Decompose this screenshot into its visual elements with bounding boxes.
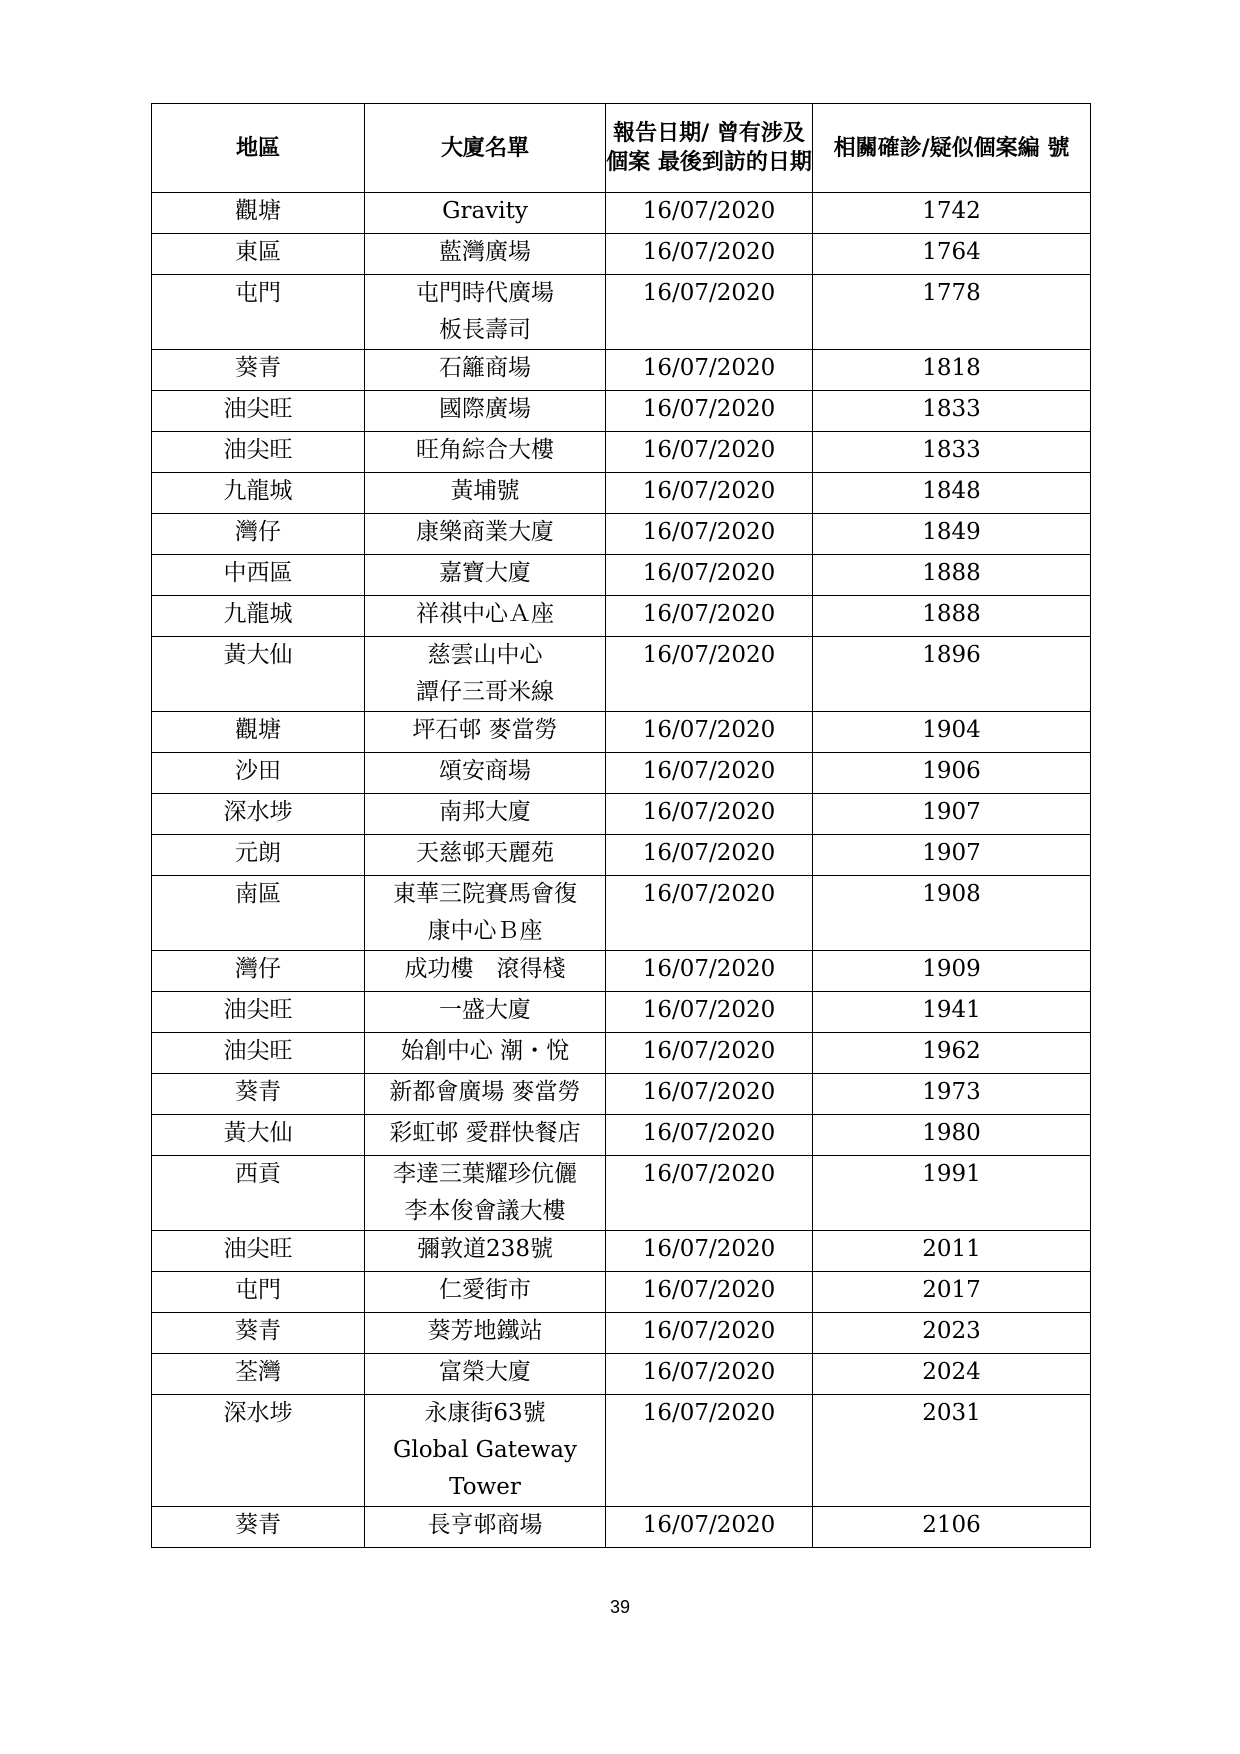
- cell-building: [365, 350, 606, 391]
- cell-date: 16/07/2020: [606, 391, 813, 432]
- table-row: [152, 753, 1091, 794]
- building-name-line: 祥祺中心Ａ座: [416, 601, 554, 627]
- cell-date: 16/07/2020: [606, 951, 813, 992]
- cell-date: 16/07/2020: [606, 1231, 813, 1272]
- table-row: [152, 992, 1091, 1033]
- cell-date: 16/07/2020: [606, 1507, 813, 1548]
- cell-area: 東區: [152, 234, 365, 275]
- table-row: [152, 835, 1091, 876]
- cell-date: 16/07/2020: [606, 1272, 813, 1313]
- cell-area: 灣仔: [152, 951, 365, 992]
- table-row: [152, 1272, 1091, 1313]
- building-name-line: Global Gateway: [392, 1437, 577, 1463]
- cell-case-number: 1973: [813, 1074, 1091, 1115]
- cell-case-number: 1907: [813, 794, 1091, 835]
- cell-building: [365, 794, 606, 835]
- cell-area: 葵青: [152, 1074, 365, 1115]
- cell-date: 16/07/2020: [606, 835, 813, 876]
- table-row: [152, 1231, 1091, 1272]
- cell-date: 16/07/2020: [606, 637, 813, 712]
- building-name-line: 彩虹邨 愛群快餐店: [389, 1120, 581, 1146]
- building-name-line: 一盛大廈: [439, 997, 531, 1023]
- building-name-line: 黃埔號: [450, 478, 520, 504]
- building-name-line: 石籬商場: [439, 355, 531, 381]
- cell-case-number: 1896: [813, 637, 1091, 712]
- cell-building: [365, 951, 606, 992]
- cell-area: 荃灣: [152, 1354, 365, 1395]
- cell-case-number: 1778: [813, 275, 1091, 350]
- cell-building: [365, 637, 606, 712]
- cell-building: [365, 473, 606, 514]
- cell-case-number: 1941: [813, 992, 1091, 1033]
- cell-date: 16/07/2020: [606, 432, 813, 473]
- building-name-line: 康中心Ｂ座: [427, 918, 543, 944]
- cell-area: 黃大仙: [152, 1115, 365, 1156]
- page-number: 39: [609, 1597, 631, 1617]
- cell-date: 16/07/2020: [606, 275, 813, 350]
- cell-date: 16/07/2020: [606, 596, 813, 637]
- cell-date: 16/07/2020: [606, 1115, 813, 1156]
- building-name-line: 天慈邨天麗苑: [416, 840, 554, 866]
- table-row: [152, 555, 1091, 596]
- cell-building: [365, 835, 606, 876]
- cell-case-number: 1962: [813, 1033, 1091, 1074]
- cell-case-number: 2024: [813, 1354, 1091, 1395]
- cell-building: [365, 193, 606, 234]
- cell-area: 油尖旺: [152, 432, 365, 473]
- cell-building: [365, 1354, 606, 1395]
- building-name-line: 慈雲山中心: [427, 642, 543, 668]
- building-name-line: 新都會廣場 麥當勞: [389, 1079, 581, 1105]
- cell-building: [365, 275, 606, 350]
- cell-date: 16/07/2020: [606, 514, 813, 555]
- building-name-line: 板長壽司: [439, 317, 531, 343]
- cell-area: 元朗: [152, 835, 365, 876]
- table-row: [152, 1033, 1091, 1074]
- building-name-line: 坪石邨 麥當勞: [412, 717, 558, 743]
- table-row: [152, 193, 1091, 234]
- cell-case-number: 1907: [813, 835, 1091, 876]
- cell-area: 深水埗: [152, 1395, 365, 1507]
- table-row: [152, 637, 1091, 712]
- cell-case-number: 1980: [813, 1115, 1091, 1156]
- cell-date: 16/07/2020: [606, 1033, 813, 1074]
- cell-area: 油尖旺: [152, 391, 365, 432]
- table-header-row: [152, 104, 1091, 193]
- cell-case-number: 1991: [813, 1156, 1091, 1231]
- cell-area: 觀塘: [152, 712, 365, 753]
- header-building: 大廈名單: [365, 104, 606, 193]
- building-name-line: 李本俊會議大樓: [404, 1198, 566, 1224]
- cell-date: 16/07/2020: [606, 1354, 813, 1395]
- cell-building: [365, 1074, 606, 1115]
- cell-building: [365, 432, 606, 473]
- cell-date: 16/07/2020: [606, 1074, 813, 1115]
- cell-date: 16/07/2020: [606, 992, 813, 1033]
- building-name-line: 彌敦道238號: [417, 1236, 553, 1262]
- building-name-line: 譚仔三哥米線: [416, 679, 554, 705]
- header-date: 報告日期/ 曾有涉及個案 最後到訪的日期: [606, 104, 813, 193]
- cell-area: 油尖旺: [152, 1231, 365, 1272]
- building-name-line: 長亨邨商場: [427, 1512, 543, 1538]
- building-name-line: 富榮大廈: [439, 1359, 531, 1385]
- building-name-line: Gravity: [442, 198, 528, 224]
- cell-area: 西貢: [152, 1156, 365, 1231]
- cell-area: 葵青: [152, 1507, 365, 1548]
- cell-case-number: 1833: [813, 432, 1091, 473]
- cell-case-number: 1764: [813, 234, 1091, 275]
- cell-date: 16/07/2020: [606, 1313, 813, 1354]
- table-row: [152, 391, 1091, 432]
- cell-building: [365, 514, 606, 555]
- cell-area: 觀塘: [152, 193, 365, 234]
- cell-area: 沙田: [152, 753, 365, 794]
- building-name-line: 成功樓 滾得棧: [404, 956, 566, 982]
- cell-area: 九龍城: [152, 596, 365, 637]
- cell-building: [365, 753, 606, 794]
- table-row: [152, 1156, 1091, 1231]
- cell-case-number: 1742: [813, 193, 1091, 234]
- table-row: [152, 234, 1091, 275]
- building-list-table: [151, 103, 1091, 1548]
- cell-date: 16/07/2020: [606, 1156, 813, 1231]
- cell-date: 16/07/2020: [606, 473, 813, 514]
- table-row: [152, 1507, 1091, 1548]
- cell-area: 南區: [152, 876, 365, 951]
- cell-building: [365, 1231, 606, 1272]
- cell-area: 深水埗: [152, 794, 365, 835]
- building-name-line: 頌安商場: [439, 758, 531, 784]
- cell-date: 16/07/2020: [606, 876, 813, 951]
- cell-building: [365, 1156, 606, 1231]
- cell-date: 16/07/2020: [606, 794, 813, 835]
- building-name-line: 永康街63號: [424, 1400, 546, 1426]
- cell-building: [365, 992, 606, 1033]
- table-row: [152, 1354, 1091, 1395]
- table-row: [152, 794, 1091, 835]
- cell-case-number: 1908: [813, 876, 1091, 951]
- table-row: [152, 1313, 1091, 1354]
- cell-building: [365, 1395, 606, 1507]
- building-name-line: 南邦大廈: [439, 799, 531, 825]
- cell-case-number: 1909: [813, 951, 1091, 992]
- building-name-line: 旺角綜合大樓: [416, 437, 554, 463]
- table-row: [152, 876, 1091, 951]
- table-row: [152, 1115, 1091, 1156]
- cell-date: 16/07/2020: [606, 753, 813, 794]
- cell-building: [365, 555, 606, 596]
- cell-case-number: 2031: [813, 1395, 1091, 1507]
- cell-case-number: 2106: [813, 1507, 1091, 1548]
- table-row: [152, 473, 1091, 514]
- cell-case-number: 1906: [813, 753, 1091, 794]
- table-row: [152, 350, 1091, 391]
- cell-case-number: 1833: [813, 391, 1091, 432]
- building-name-line: 嘉寶大廈: [439, 560, 531, 586]
- cell-date: 16/07/2020: [606, 193, 813, 234]
- cell-case-number: 2017: [813, 1272, 1091, 1313]
- cell-case-number: 2011: [813, 1231, 1091, 1272]
- cell-area: 屯門: [152, 275, 365, 350]
- building-name-line: 東華三院賽馬會復: [393, 881, 577, 907]
- cell-building: [365, 1033, 606, 1074]
- table-row: [152, 1074, 1091, 1115]
- cell-building: [365, 596, 606, 637]
- cell-building: [365, 1115, 606, 1156]
- table-row: [152, 596, 1091, 637]
- building-name-line: 屯門時代廣場: [416, 280, 554, 306]
- cell-building: [365, 234, 606, 275]
- cell-case-number: 2023: [813, 1313, 1091, 1354]
- cell-case-number: 1818: [813, 350, 1091, 391]
- table-row: [152, 514, 1091, 555]
- table-body: [152, 193, 1091, 1548]
- cell-area: 油尖旺: [152, 992, 365, 1033]
- table-row: [152, 1395, 1091, 1507]
- table-row: [152, 712, 1091, 753]
- cell-date: 16/07/2020: [606, 234, 813, 275]
- building-name-line: 康樂商業大廈: [416, 519, 554, 545]
- cell-area: 屯門: [152, 1272, 365, 1313]
- building-name-line: 藍灣廣場: [439, 239, 531, 265]
- cell-area: 中西區: [152, 555, 365, 596]
- cell-date: 16/07/2020: [606, 555, 813, 596]
- header-case: 相關確診/疑似個案編 號: [813, 104, 1091, 193]
- cell-building: [365, 1313, 606, 1354]
- cell-date: 16/07/2020: [606, 350, 813, 391]
- cell-building: [365, 391, 606, 432]
- table-row: [152, 275, 1091, 350]
- building-name-line: 仁愛街市: [439, 1277, 531, 1303]
- header-area: 地區: [152, 104, 365, 193]
- table-row: [152, 432, 1091, 473]
- cell-area: 黃大仙: [152, 637, 365, 712]
- cell-area: 葵青: [152, 350, 365, 391]
- cell-area: 九龍城: [152, 473, 365, 514]
- cell-building: [365, 1507, 606, 1548]
- cell-area: 葵青: [152, 1313, 365, 1354]
- building-name-line: Tower: [449, 1474, 521, 1500]
- cell-building: [365, 876, 606, 951]
- cell-area: 油尖旺: [152, 1033, 365, 1074]
- building-name-line: 葵芳地鐵站: [427, 1318, 543, 1344]
- cell-date: 16/07/2020: [606, 712, 813, 753]
- cell-area: 灣仔: [152, 514, 365, 555]
- building-name-line: 始創中心 潮・悅: [400, 1038, 570, 1064]
- cell-case-number: 1849: [813, 514, 1091, 555]
- building-name-line: 李達三葉耀珍伉儷: [393, 1161, 577, 1187]
- cell-case-number: 1904: [813, 712, 1091, 753]
- cell-building: [365, 1272, 606, 1313]
- cell-building: [365, 712, 606, 753]
- cell-case-number: 1848: [813, 473, 1091, 514]
- building-name-line: 國際廣場: [439, 396, 531, 422]
- table-row: [152, 951, 1091, 992]
- cell-date: 16/07/2020: [606, 1395, 813, 1507]
- cell-case-number: 1888: [813, 596, 1091, 637]
- cell-case-number: 1888: [813, 555, 1091, 596]
